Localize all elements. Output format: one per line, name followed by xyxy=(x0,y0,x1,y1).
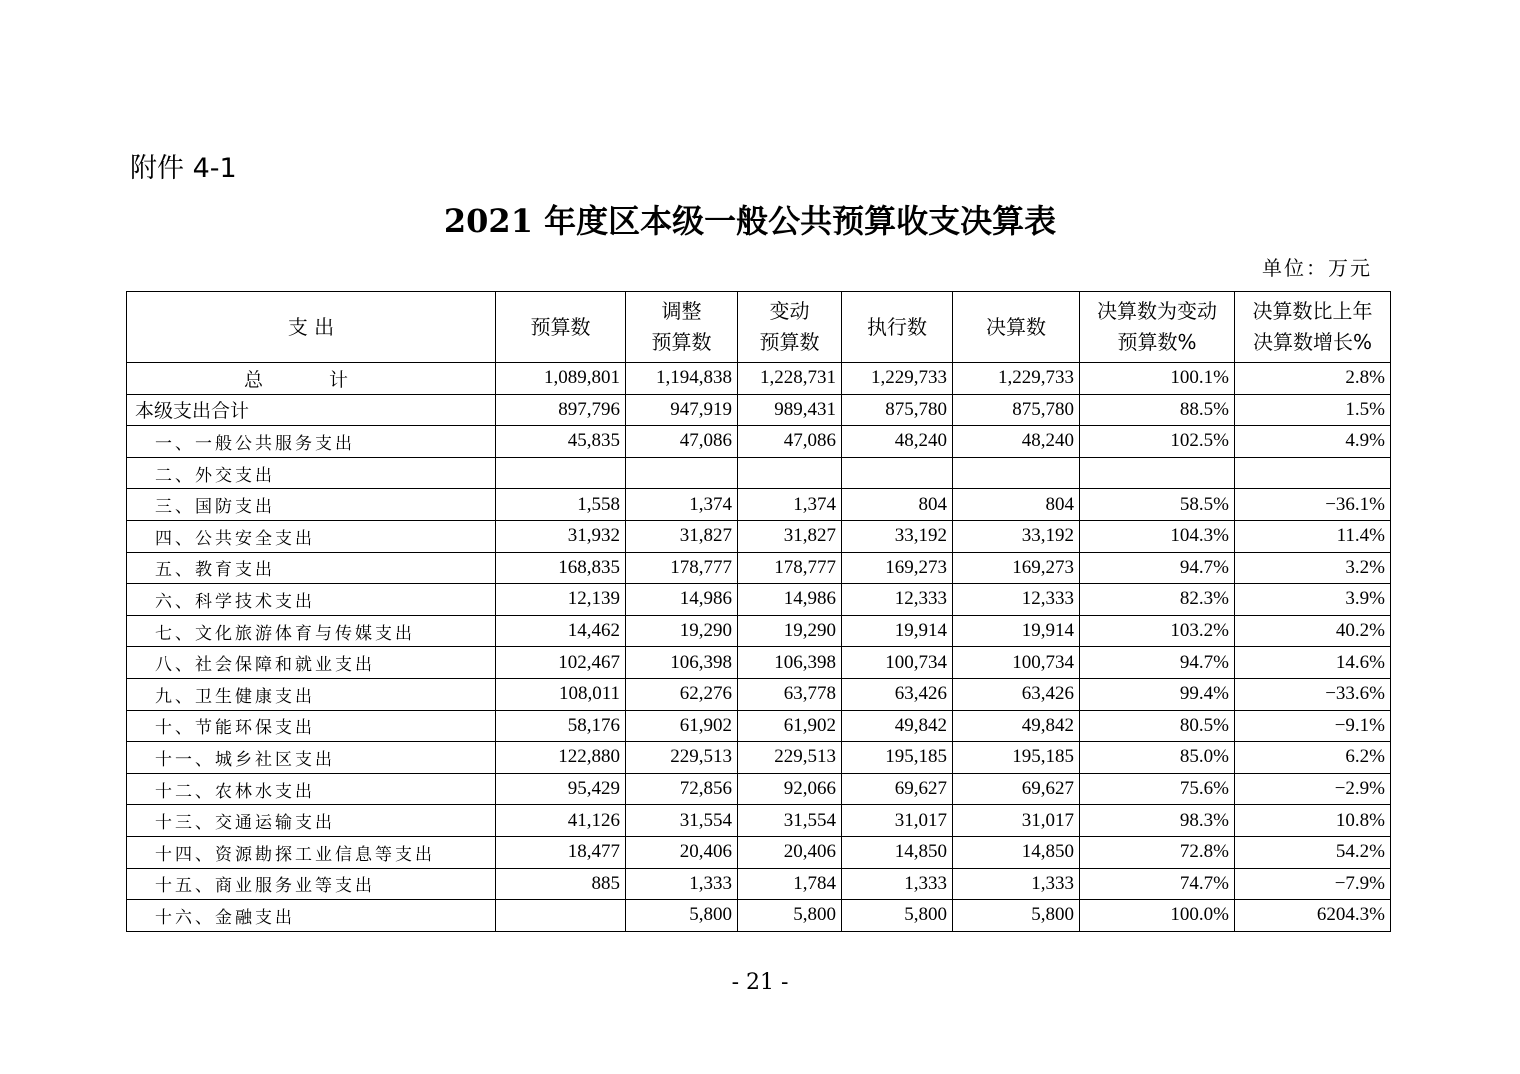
row-value-v2: 1,374 xyxy=(626,489,738,521)
header-ratio-changed: 决算数为变动 预算数% xyxy=(1080,292,1235,363)
row-value-v4: 31,017 xyxy=(842,805,953,837)
row-value-v5: 33,192 xyxy=(953,520,1080,552)
row-value-v5: 69,627 xyxy=(953,773,1080,805)
row-value-v2: 31,827 xyxy=(626,520,738,552)
row-label: 十一、城乡社区支出 xyxy=(127,742,496,774)
row-value-v6: 103.2% xyxy=(1080,615,1235,647)
row-value-v5: 63,426 xyxy=(953,678,1080,710)
row-value-v1: 1,558 xyxy=(496,489,626,521)
row-value-v3: 106,398 xyxy=(738,647,842,679)
header-growth: 决算数比上年 决算数增长% xyxy=(1235,292,1391,363)
row-label: 三、国防支出 xyxy=(127,489,496,521)
row-value-v6: 102.5% xyxy=(1080,426,1235,458)
row-value-v1 xyxy=(496,457,626,489)
row-value-v6 xyxy=(1080,457,1235,489)
row-value-v5: 31,017 xyxy=(953,805,1080,837)
row-value-v3: 989,431 xyxy=(738,394,842,426)
row-value-v4: 63,426 xyxy=(842,678,953,710)
row-value-v2 xyxy=(626,457,738,489)
page-number: - 21 - xyxy=(731,970,789,995)
row-value-v2: 1,333 xyxy=(626,868,738,900)
row-label: 十四、资源勘探工业信息等支出 xyxy=(127,836,496,868)
row-value-v3: 20,406 xyxy=(738,836,842,868)
row-value-v2: 62,276 xyxy=(626,678,738,710)
header-execution: 执行数 xyxy=(842,292,953,363)
row-label: 四、公共安全支出 xyxy=(127,520,496,552)
row-value-v4: 33,192 xyxy=(842,520,953,552)
row-value-v7: −36.1% xyxy=(1235,489,1391,521)
row-value-v7: 14.6% xyxy=(1235,647,1391,679)
row-value-v4 xyxy=(842,457,953,489)
row-value-v3: 14,986 xyxy=(738,584,842,616)
row-value-v3: 1,374 xyxy=(738,489,842,521)
row-value-v3: 1,228,731 xyxy=(738,363,842,395)
row-value-v3: 31,554 xyxy=(738,805,842,837)
table-row xyxy=(127,678,1391,710)
page-title: 2021 年度区本级一般公共预算收支决算表 xyxy=(443,202,1057,240)
table-row xyxy=(127,900,1391,932)
table-row xyxy=(127,584,1391,616)
table-row xyxy=(127,868,1391,900)
header-budget: 预算数 xyxy=(496,292,626,363)
header-changed-budget: 变动 预算数 xyxy=(738,292,842,363)
row-label: 十五、商业服务业等支出 xyxy=(127,868,496,900)
row-value-v6: 100.0% xyxy=(1080,900,1235,932)
table-row xyxy=(127,773,1391,805)
row-value-v7: 1.5% xyxy=(1235,394,1391,426)
row-value-v2: 31,554 xyxy=(626,805,738,837)
row-value-v3: 92,066 xyxy=(738,773,842,805)
row-value-v5: 195,185 xyxy=(953,742,1080,774)
row-value-v6: 99.4% xyxy=(1080,678,1235,710)
table-row xyxy=(127,426,1391,458)
row-label: 二、外交支出 xyxy=(127,457,496,489)
row-label: 六、科学技术支出 xyxy=(127,584,496,616)
row-value-v2: 19,290 xyxy=(626,615,738,647)
row-value-v1 xyxy=(496,900,626,932)
row-label: 十、节能环保支出 xyxy=(127,710,496,742)
table-row xyxy=(127,394,1391,426)
row-value-v1: 1,089,801 xyxy=(496,363,626,395)
row-value-v5: 12,333 xyxy=(953,584,1080,616)
row-value-v5: 804 xyxy=(953,489,1080,521)
row-value-v1: 31,932 xyxy=(496,520,626,552)
row-value-v4: 12,333 xyxy=(842,584,953,616)
row-value-v6: 72.8% xyxy=(1080,836,1235,868)
row-value-v5: 19,914 xyxy=(953,615,1080,647)
row-label: 八、社会保障和就业支出 xyxy=(127,647,496,679)
row-value-v7: 54.2% xyxy=(1235,836,1391,868)
row-label: 九、卫生健康支出 xyxy=(127,678,496,710)
row-value-v2: 229,513 xyxy=(626,742,738,774)
row-value-v5: 5,800 xyxy=(953,900,1080,932)
row-value-v3: 1,784 xyxy=(738,868,842,900)
table-row xyxy=(127,489,1391,521)
row-value-v6: 82.3% xyxy=(1080,584,1235,616)
table-row xyxy=(127,520,1391,552)
row-label: 五、教育支出 xyxy=(127,552,496,584)
row-value-v3: 61,902 xyxy=(738,710,842,742)
row-value-v3: 229,513 xyxy=(738,742,842,774)
row-value-v2: 1,194,838 xyxy=(626,363,738,395)
row-value-v3: 5,800 xyxy=(738,900,842,932)
table-row xyxy=(127,805,1391,837)
row-value-v1: 897,796 xyxy=(496,394,626,426)
row-value-v2: 106,398 xyxy=(626,647,738,679)
row-value-v1: 102,467 xyxy=(496,647,626,679)
row-value-v3: 19,290 xyxy=(738,615,842,647)
row-value-v6: 85.0% xyxy=(1080,742,1235,774)
row-value-v4: 5,800 xyxy=(842,900,953,932)
row-value-v4: 804 xyxy=(842,489,953,521)
row-value-v1: 58,176 xyxy=(496,710,626,742)
row-value-v7 xyxy=(1235,457,1391,489)
row-value-v4: 14,850 xyxy=(842,836,953,868)
row-label: 一、一般公共服务支出 xyxy=(127,426,496,458)
row-value-v7: −33.6% xyxy=(1235,678,1391,710)
row-value-v4: 169,273 xyxy=(842,552,953,584)
row-value-v7: 10.8% xyxy=(1235,805,1391,837)
row-value-v3: 63,778 xyxy=(738,678,842,710)
row-value-v7: −7.9% xyxy=(1235,868,1391,900)
row-value-v2: 72,856 xyxy=(626,773,738,805)
row-value-v3: 31,827 xyxy=(738,520,842,552)
row-label: 本级支出合计 xyxy=(127,394,496,426)
row-label: 七、文化旅游体育与传媒支出 xyxy=(127,615,496,647)
header-adjusted-budget: 调整 预算数 xyxy=(626,292,738,363)
row-value-v5: 100,734 xyxy=(953,647,1080,679)
table-row xyxy=(127,710,1391,742)
row-value-v6: 58.5% xyxy=(1080,489,1235,521)
row-value-v7: −2.9% xyxy=(1235,773,1391,805)
row-value-v4: 1,333 xyxy=(842,868,953,900)
row-value-v6: 74.7% xyxy=(1080,868,1235,900)
row-value-v3 xyxy=(738,457,842,489)
row-value-v1: 885 xyxy=(496,868,626,900)
row-value-v1: 14,462 xyxy=(496,615,626,647)
header-expenditure: 支 出 xyxy=(127,292,496,363)
table-row xyxy=(127,615,1391,647)
row-value-v7: 2.8% xyxy=(1235,363,1391,395)
row-value-v4: 49,842 xyxy=(842,710,953,742)
row-value-v7: 3.9% xyxy=(1235,584,1391,616)
table-row xyxy=(127,647,1391,679)
row-value-v2: 14,986 xyxy=(626,584,738,616)
row-value-v3: 47,086 xyxy=(738,426,842,458)
header-final-account: 决算数 xyxy=(953,292,1080,363)
row-value-v1: 95,429 xyxy=(496,773,626,805)
row-value-v7: 4.9% xyxy=(1235,426,1391,458)
row-value-v1: 41,126 xyxy=(496,805,626,837)
table-row xyxy=(127,552,1391,584)
unit-label: 单位：万元 xyxy=(1262,256,1372,280)
attachment-label: 附件 4-1 xyxy=(130,153,237,184)
row-value-v2: 47,086 xyxy=(626,426,738,458)
table-row xyxy=(127,457,1391,489)
row-value-v5: 1,333 xyxy=(953,868,1080,900)
row-value-v4: 48,240 xyxy=(842,426,953,458)
row-value-v6: 94.7% xyxy=(1080,552,1235,584)
row-value-v5: 1,229,733 xyxy=(953,363,1080,395)
row-value-v6: 75.6% xyxy=(1080,773,1235,805)
row-value-v2: 947,919 xyxy=(626,394,738,426)
row-value-v5: 48,240 xyxy=(953,426,1080,458)
row-value-v7: 6.2% xyxy=(1235,742,1391,774)
budget-table xyxy=(126,291,1391,932)
row-value-v5 xyxy=(953,457,1080,489)
row-value-v1: 45,835 xyxy=(496,426,626,458)
row-value-v1: 18,477 xyxy=(496,836,626,868)
row-value-v7: 3.2% xyxy=(1235,552,1391,584)
row-value-v5: 14,850 xyxy=(953,836,1080,868)
row-value-v6: 88.5% xyxy=(1080,394,1235,426)
row-value-v4: 1,229,733 xyxy=(842,363,953,395)
row-value-v1: 122,880 xyxy=(496,742,626,774)
table-body xyxy=(127,363,1391,932)
row-value-v1: 168,835 xyxy=(496,552,626,584)
row-value-v7: 40.2% xyxy=(1235,615,1391,647)
row-label: 十三、交通运输支出 xyxy=(127,805,496,837)
header-row xyxy=(127,292,1391,363)
row-value-v3: 178,777 xyxy=(738,552,842,584)
row-value-v6: 104.3% xyxy=(1080,520,1235,552)
row-value-v1: 12,139 xyxy=(496,584,626,616)
row-value-v7: 6204.3% xyxy=(1235,900,1391,932)
row-value-v7: −9.1% xyxy=(1235,710,1391,742)
row-label: 十六、金融支出 xyxy=(127,900,496,932)
row-value-v6: 80.5% xyxy=(1080,710,1235,742)
row-value-v5: 875,780 xyxy=(953,394,1080,426)
row-value-v4: 69,627 xyxy=(842,773,953,805)
row-value-v2: 178,777 xyxy=(626,552,738,584)
row-value-v6: 100.1% xyxy=(1080,363,1235,395)
row-value-v2: 5,800 xyxy=(626,900,738,932)
row-value-v6: 94.7% xyxy=(1080,647,1235,679)
row-label: 总 计 xyxy=(127,363,496,395)
row-value-v4: 100,734 xyxy=(842,647,953,679)
row-value-v6: 98.3% xyxy=(1080,805,1235,837)
row-value-v1: 108,011 xyxy=(496,678,626,710)
row-label: 十二、农林水支出 xyxy=(127,773,496,805)
row-value-v2: 20,406 xyxy=(626,836,738,868)
table-row xyxy=(127,836,1391,868)
row-value-v7: 11.4% xyxy=(1235,520,1391,552)
row-value-v2: 61,902 xyxy=(626,710,738,742)
row-value-v4: 875,780 xyxy=(842,394,953,426)
row-value-v4: 195,185 xyxy=(842,742,953,774)
table-row xyxy=(127,363,1391,395)
row-value-v4: 19,914 xyxy=(842,615,953,647)
row-value-v5: 169,273 xyxy=(953,552,1080,584)
table-row xyxy=(127,742,1391,774)
row-value-v5: 49,842 xyxy=(953,710,1080,742)
